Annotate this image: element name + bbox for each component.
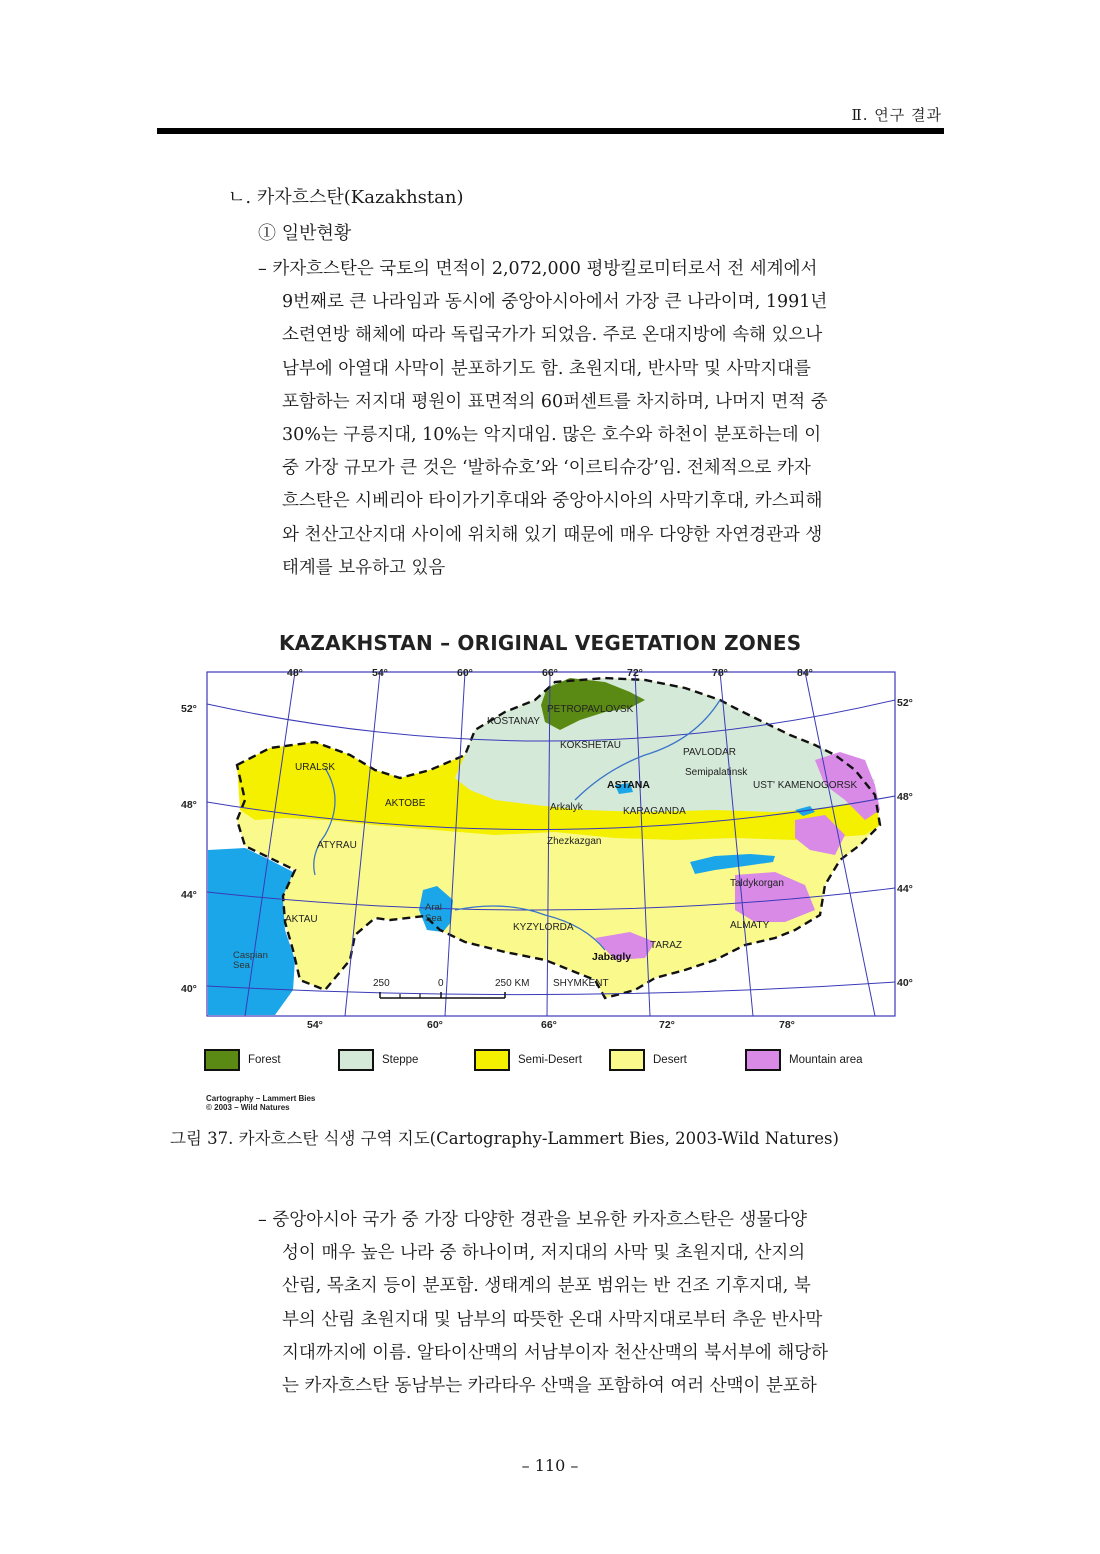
city-label: SHYMKENT bbox=[553, 978, 609, 989]
city-label: PETROPAVLOVSK bbox=[547, 704, 634, 715]
lat-label-left: 40° bbox=[181, 983, 197, 995]
city-label: AKTOBE bbox=[385, 798, 426, 809]
page-number: – 110 – bbox=[521, 1456, 579, 1475]
paragraph-line: 와 천산고산지대 사이에 위치해 있기 때문에 매우 다양한 자연경관과 생 bbox=[282, 524, 823, 545]
paragraph-biodiversity bbox=[258, 1204, 944, 1403]
map-credit bbox=[206, 1094, 315, 1112]
paragraph-line: 는 카자흐스탄 동남부는 카라타우 산맥을 포함하여 여러 산맥이 분포하 bbox=[282, 1375, 817, 1396]
subsection-title: ① 일반현황 bbox=[258, 223, 352, 244]
city-label: PAVLODAR bbox=[683, 747, 736, 758]
city-label: ATYRAU bbox=[317, 840, 357, 851]
city-label: Jabagly bbox=[592, 951, 632, 963]
running-header: Ⅱ. 연구 결과 bbox=[851, 106, 942, 124]
legend-item-mountain bbox=[745, 1049, 863, 1071]
lat-label-left: 44° bbox=[181, 889, 197, 901]
legend-label: Mountain area bbox=[789, 1054, 863, 1066]
city-label: ALMATY bbox=[730, 920, 770, 931]
lat-label-right: 52° bbox=[897, 697, 913, 709]
paragraph-line: 산림, 목초지 등이 분포함. 생태계의 분포 범위는 반 건조 기후지대, 북 bbox=[282, 1276, 811, 1297]
water-label: Sea bbox=[233, 960, 250, 971]
legend-swatch bbox=[474, 1049, 510, 1071]
city-label: URALSK bbox=[295, 762, 336, 773]
paragraph-line: – 중앙아시아 국가 중 가장 다양한 경관을 보유한 카자흐스탄은 생물다양 bbox=[258, 1210, 808, 1230]
paragraph-line: 부의 산림 초원지대 및 남부의 따뜻한 온대 사막지대로부터 추운 반사막 bbox=[282, 1309, 823, 1330]
scale-label: 250 KM bbox=[495, 978, 530, 989]
city-label: Zhezkazgan bbox=[547, 836, 602, 847]
lon-label-top: 54° bbox=[372, 667, 388, 679]
legend-swatch bbox=[609, 1049, 645, 1071]
credit-line: © 2003 – Wild Natures bbox=[206, 1103, 290, 1112]
map-title: KAZAKHSTAN – ORIGINAL VEGETATION ZONES bbox=[279, 631, 802, 655]
legend-label: Desert bbox=[653, 1054, 687, 1066]
city-label-capital: ASTANA bbox=[607, 779, 650, 791]
lon-label-bottom: 78° bbox=[779, 1019, 795, 1030]
paragraph-line: 중 가장 규모가 큰 것은 ‘발하슈호’와 ‘이르티슈강’임. 전체적으로 카자 bbox=[282, 458, 811, 479]
figure-caption: 그림 37. 카자흐스탄 식생 구역 지도(Cartography-Lammert Bies, 2003-Wild Natures) bbox=[170, 1129, 839, 1148]
city-label: Taldykorgan bbox=[730, 878, 784, 889]
lat-label-left: 52° bbox=[181, 703, 197, 715]
paragraph-line: – 카자흐스탄은 국토의 면적이 2,072,000 평방킬로미터로서 전 세계에서 bbox=[258, 259, 818, 279]
scale-label: 250 bbox=[373, 978, 390, 989]
legend-label: Semi-Desert bbox=[518, 1054, 582, 1066]
lat-label-left: 48° bbox=[181, 799, 197, 811]
city-label: TARAZ bbox=[650, 940, 683, 951]
lat-label-right: 48° bbox=[897, 791, 913, 803]
paragraph-line: 흐스탄은 시베리아 타이가기후대와 중앙아시아의 사막기후대, 카스피해 bbox=[282, 491, 823, 512]
legend-swatch bbox=[338, 1049, 374, 1071]
legend-label: Forest bbox=[248, 1054, 281, 1066]
lon-label-top: 84° bbox=[797, 667, 813, 679]
paragraph-line: 30%는 구릉지대, 10%는 악지대임. 많은 호수와 하천이 분포하는데 이 bbox=[282, 424, 822, 445]
lon-label-top: 78° bbox=[712, 667, 728, 679]
paragraph-general bbox=[258, 253, 944, 585]
legend-item-forest bbox=[204, 1049, 281, 1071]
city-label: KOSTANAY bbox=[487, 716, 540, 727]
lon-label-top: 72° bbox=[627, 667, 643, 679]
city-label: Arkalyk bbox=[550, 802, 583, 813]
lon-label-top: 66° bbox=[542, 667, 558, 679]
legend-label: Steppe bbox=[382, 1054, 419, 1066]
lon-label-top: 60° bbox=[457, 667, 473, 679]
lat-label-right: 44° bbox=[897, 883, 913, 895]
paragraph-line: 9번째로 큰 나라임과 동시에 중앙아시아에서 가장 큰 나라이며, 1991년 bbox=[282, 292, 828, 313]
city-label: KYZYLORDA bbox=[513, 922, 574, 933]
city-label: KARAGANDA bbox=[623, 806, 686, 817]
lon-label-bottom: 66° bbox=[541, 1019, 557, 1030]
city-label: AKTAU bbox=[285, 914, 318, 925]
legend-swatch bbox=[745, 1049, 781, 1071]
paragraph-line: 소련연방 해체에 따라 독립국가가 되었음. 주로 온대지방에 속해 있으나 bbox=[282, 325, 823, 346]
header-rule bbox=[157, 128, 944, 134]
lon-label-top: 48° bbox=[287, 667, 303, 679]
legend-swatch bbox=[204, 1049, 240, 1071]
lon-label-bottom: 60° bbox=[427, 1019, 443, 1030]
section-title: ㄴ. 카자흐스탄(Kazakhstan) bbox=[228, 187, 464, 208]
legend-item-desert bbox=[609, 1049, 687, 1071]
scale-label: 0 bbox=[438, 978, 444, 989]
paragraph-line: 포함하는 저지대 평원이 표면적의 60퍼센트를 차지하며, 나머지 면적 중 bbox=[282, 391, 828, 412]
vegetation-map bbox=[175, 660, 925, 1030]
city-label: UST' KAMENOGORSK bbox=[753, 780, 858, 791]
water-label: Caspian bbox=[233, 950, 268, 961]
lat-label-right: 40° bbox=[897, 977, 913, 989]
paragraph-line: 성이 매우 높은 나라 중 하나이며, 저지대의 사막 및 초원지대, 산지의 bbox=[282, 1243, 806, 1264]
paragraph-line: 남부에 아열대 사막이 분포하기도 함. 초원지대, 반사막 및 사막지대를 bbox=[282, 358, 811, 379]
lon-label-bottom: 72° bbox=[659, 1019, 675, 1030]
water-label: Sea bbox=[425, 913, 442, 924]
city-label: Semipalatinsk bbox=[685, 767, 748, 778]
city-label: KOKSHETAU bbox=[560, 740, 621, 751]
legend-item-semi-desert bbox=[474, 1049, 582, 1071]
paragraph-line: 태계를 보유하고 있음 bbox=[282, 557, 446, 578]
lon-label-bottom: 54° bbox=[307, 1019, 323, 1030]
paragraph-line: 지대까지에 이름. 알타이산맥의 서남부이자 천산산맥의 북서부에 해당하 bbox=[282, 1342, 829, 1363]
legend-item-steppe bbox=[338, 1049, 418, 1071]
water-label: Aral bbox=[425, 902, 442, 913]
credit-line: Cartography – Lammert Bies bbox=[206, 1094, 316, 1103]
